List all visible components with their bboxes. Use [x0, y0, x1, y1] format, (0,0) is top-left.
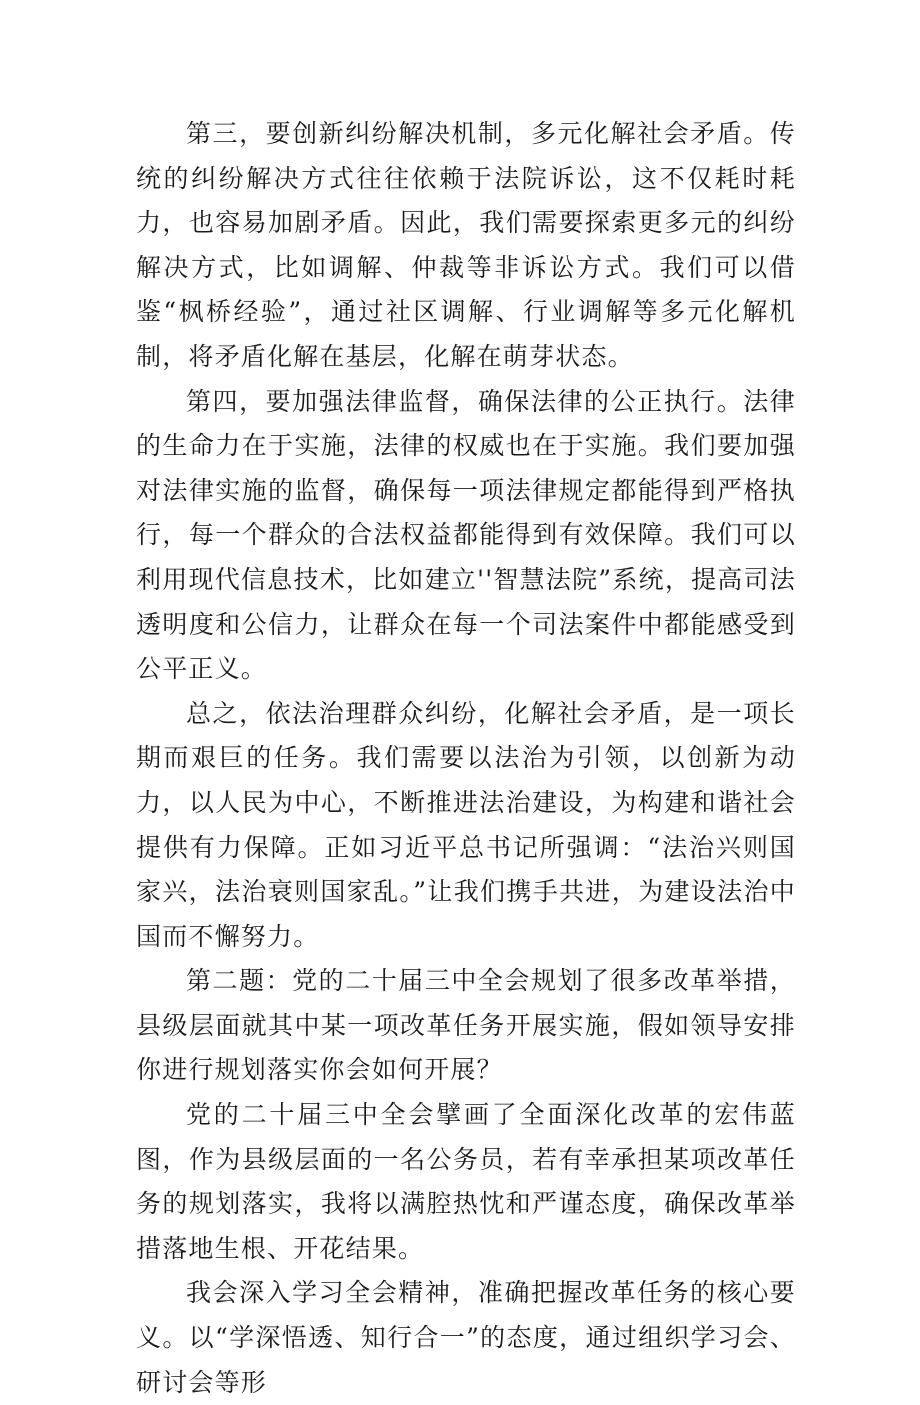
paragraph-conclusion: 总之，依法治理群众纠纷，化解社会矛盾，是一项长期而艰巨的任务。我们需要以法治为引领，以创新为动力，以人民为中心，不断推进法治建设，为构建和谐社会提供有力保障。正如习近平总书记所强调：“法治兴则国家兴，法治衰则国家乱。”让我们携手共进，为建设法治中国而不懈努力。: [136, 698, 796, 951]
paragraph-supervision: 第四，要加强法律监督，确保法律的公正执行。法律的生命力在于实施，法律的权威也在于实施。我们要加强对法律实施的监督，确保每一项法律规定都能得到严格执行，每一个群众的合法权益都能得到有效保障。我们可以利用现代信息技术，比如建立''智慧法院”系统，提高司法透明度和公信力，让群众在每一个司法案件中都能感受到公平正义。: [136, 386, 796, 684]
paragraph-question-two: 第二题：党的二十届三中全会规划了很多改革举措，县级层面就其中某一项改革任务开展实施，假如领导安排你进行规划落实你会如何开展？: [136, 966, 796, 1085]
paragraph-mechanism: 第三，要创新纠纷解决机制，多元化解社会矛盾。传统的纠纷解决方式往往依赖于法院诉讼，这不仅耗时耗力，也容易加剧矛盾。因此，我们需要探索更多元的纠纷解决方式，比如调解、仲裁等非诉讼方式。我们可以借鉴“枫桥经验”，通过社区调解、行业调解等多元化解机制，将矛盾化解在基层，化解在萌芽状态。: [136, 119, 796, 371]
paragraph-study-spirit: 我会深入学习全会精神，准确把握改革任务的核心要义。以“学深悟透、知行合一”的态度，通过组织学习会、研讨会等形: [136, 1278, 796, 1397]
document-body: [136, 112, 796, 1405]
paragraph-answer-intro: 党的二十届三中全会擘画了全面深化改革的宏伟蓝图，作为县级层面的一名公务员，若有幸承担某项改革任务的规划落实，我将以满腔热忱和严谨态度，确保改革举措落地生根、开花结果。: [136, 1100, 796, 1263]
